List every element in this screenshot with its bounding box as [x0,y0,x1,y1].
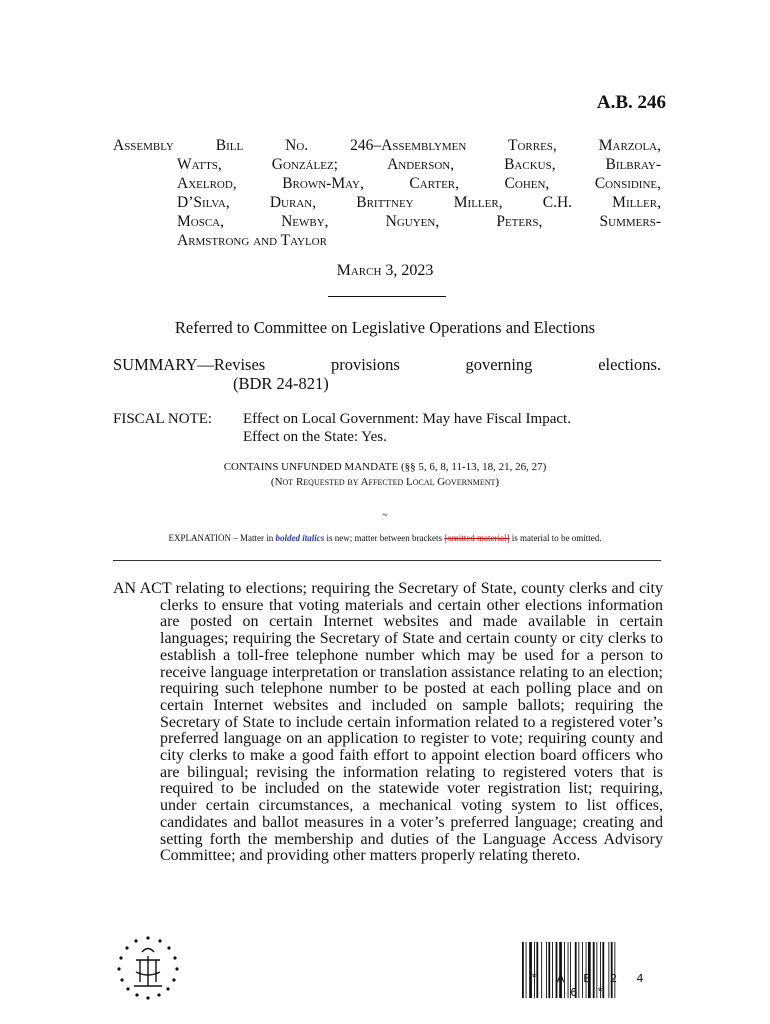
mandate-subline: (Not Requested by Affected Local Government) [270,476,500,488]
fiscal-note [113,410,673,446]
date-rule [328,296,446,297]
sponsor-line: Mosca, Newby, Nguyen, Peters, Summers- [177,213,661,230]
sponsor-line: Armstrong and Taylor [177,232,327,249]
fiscal-note-label: FISCAL NOTE: [113,411,213,427]
sponsor-line: Axelrod, Brown-May, Carter, Cohen, Considine, [177,175,661,192]
mandate-line: CONTAINS UNFUNDED MANDATE (§§ 5, 6, 8, 11-13, 18, 21, 26, 27) [223,461,547,473]
explanation [0,533,770,543]
sponsor-line: Watts, González; Anderson, Backus, Bilbray- [177,156,661,173]
summary-label: SUMMARY—Revises [113,355,266,374]
sponsor-list [113,136,661,250]
summary-word: elections. [598,355,661,374]
summary-row [113,355,661,374]
summary [113,355,661,393]
section-divider [113,560,661,561]
state-seal-icon [112,932,184,1004]
unfunded-mandate [0,460,770,490]
bill-number: A.B. 246 [596,92,666,113]
fiscal-state-effect: Effect on the State: Yes. [243,429,387,445]
bdr-number: (BDR 24-821) [233,374,329,393]
explanation-prefix: EXPLANATION – Matter in [168,533,274,543]
tilde-separator: ~ [382,510,388,521]
explanation-middle: is new; matter between brackets [326,533,442,543]
explanation-suffix: is material to be omitted. [511,533,602,543]
fiscal-local-effect: Effect on Local Government: May have Fiscal Impact. [243,411,571,427]
introduction-date: March 3, 2023 [336,262,434,279]
sponsor-line: Assembly Bill No. 246–Assemblymen Torres, Marzola, [113,137,661,154]
summary-word: provisions [330,355,400,374]
act-description: AN ACT relating to elections; requiring the Secretary of State, county clerks and city clerks to ensure that voting materials and certain other elections information are posted on certain Internet websites and made available in certain languages; requiring the Secretary of State and certain county or city clerks to establish a toll-free telephone number which may be used for a person to receive language interpretation or translation assistance relating to an election; requiring such telephone number to be posted at each polling place and on certain Internet websites and included on sample ballots; requiring the Secretary of State to include certain information related to a registered voter’s preferred language on an application to register to vote; requiring county and city clerks to make a good faith effort to appoint election board officers who are bilingual; revising the information relating to registered voters that is required to be included on the statewide voter registration list; requiring, under certain circumstances, a mechanical voting system to list offices, candidates and ballot measures in a voter’s preferred language; creating and setting forth the membership and duties of the Language Access Advisory Committee; and providing other matters properly relating thereto. [113,580,663,865]
committee-referral: Referred to Committee on Legislative Operations and Elections [174,318,596,337]
new-matter-marker: bolded italics [275,533,325,543]
omitted-matter-marker: [omitted material] [444,533,510,543]
summary-word: governing [465,355,533,374]
sponsor-line: D’Silva, Duran, Brittney Miller, C.H. Miller, [177,194,661,211]
barcode-text: * A B 2 4 6 * [530,972,650,1000]
